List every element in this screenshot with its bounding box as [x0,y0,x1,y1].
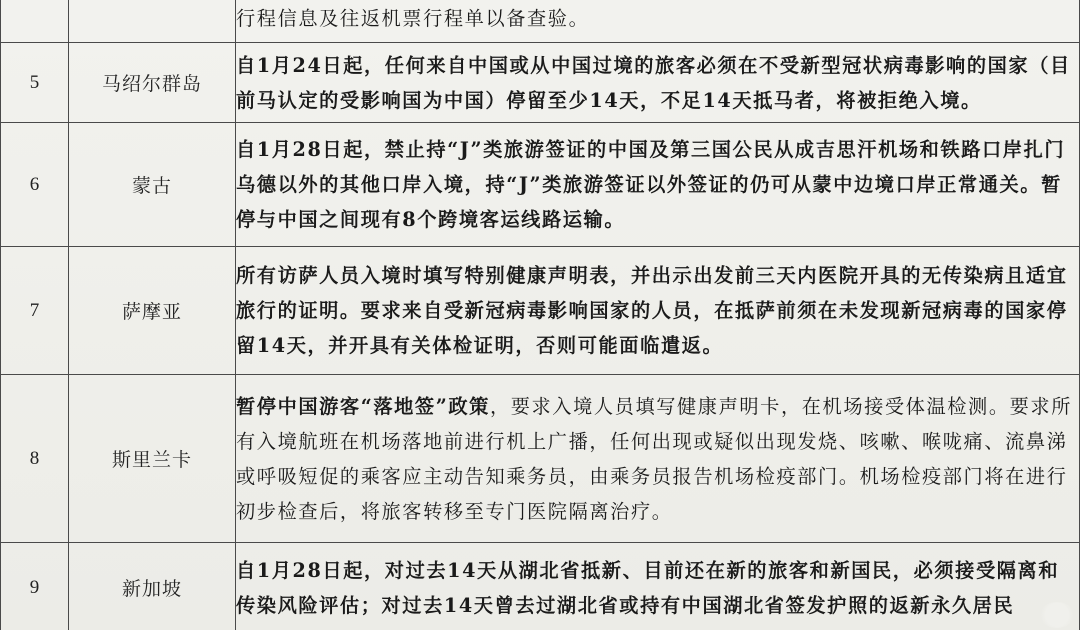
table-row [1,375,1080,543]
row-number: 6 [1,123,69,247]
country-name: 萨摩亚 [69,247,236,375]
row-number: 9 [1,543,69,630]
row-number [1,0,69,43]
policy-description: 自1月28日起，对过去14天从湖北省抵新、目前还在新的旅客和新国民，必须接受隔离和传染风险评估；对过去14天曾去过湖北省或持有中国湖北省签发护照的返新永久居民 [236,543,1080,630]
policy-description: 自1月24日起，任何来自中国或从中国过境的旅客必须在不受新型冠状病毒影响的国家（目前马认定的受影响国为中国）停留至少14天，不足14天抵马者，将被拒绝入境。 [236,43,1080,123]
table-row [1,247,1080,375]
policy-body: ，要求入境人员填写健康声明卡，在机场接受体温检测。要求所有入境航班在机场落地前进行机上广播，任何出现或疑似出现发烧、咳嗽、喉咙痛、流鼻涕或呼吸短促的乘客应主动告知乘务员，由乘务员报告机场检疫部门。机场检疫部门将在进行初步检查后，将旅客转移至专门医院隔离治疗。 [236,394,1072,523]
country-name: 新加坡 [69,543,236,630]
country-name [69,0,236,43]
watermark-logo [1040,602,1074,628]
table-row [1,43,1080,123]
policy-description: 行程信息及往返机票行程单以备查验。 [236,0,1080,43]
policy-description [236,375,1080,543]
policy-highlight: 暂停中国游客“落地签”政策 [236,394,490,418]
country-name: 斯里兰卡 [69,375,236,543]
table-row [1,543,1080,630]
country-name: 蒙古 [69,123,236,247]
policy-description: 自1月28日起，禁止持“J”类旅游签证的中国及第三国公民从成吉思汗机场和铁路口岸扎门乌德以外的其他口岸入境，持“J”类旅游签证以外签证的仍可从蒙中边境口岸正常通关。暂停与中国之间现有8个跨境客运线路运输。 [236,123,1080,247]
row-number: 7 [1,247,69,375]
row-number: 8 [1,375,69,543]
country-name: 马绍尔群岛 [69,43,236,123]
policy-description: 所有访萨人员入境时填写特别健康声明表，并出示出发前三天内医院开具的无传染病且适宜旅行的证明。要求来自受新冠病毒影响国家的人员，在抵萨前须在未发现新冠病毒的国家停留14天，并开具有关体检证明，否则可能面临遣返。 [236,247,1080,375]
table-row [1,123,1080,247]
table-row [1,0,1080,43]
row-number: 5 [1,43,69,123]
